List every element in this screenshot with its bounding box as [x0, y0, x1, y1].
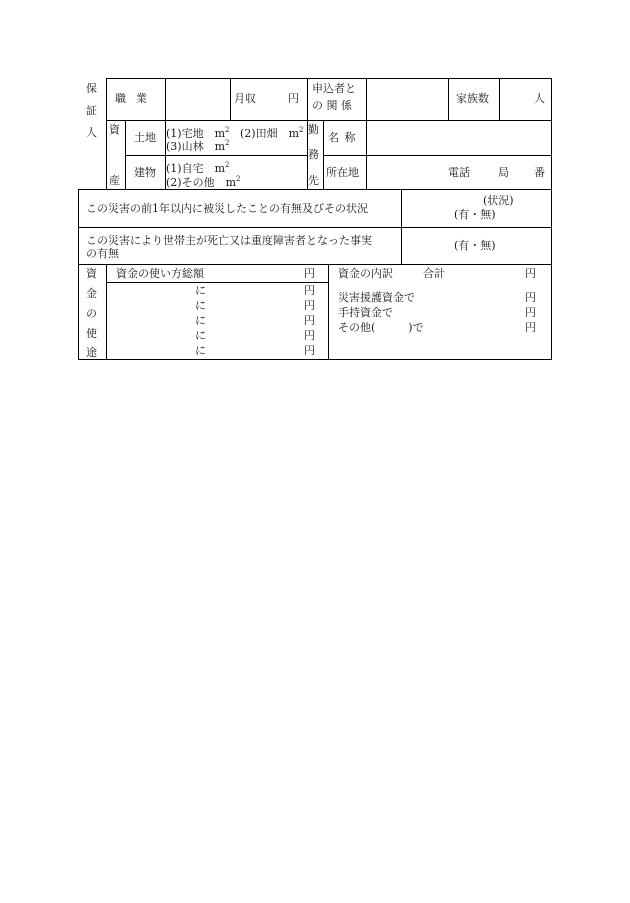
rule-funds-label	[106, 264, 107, 360]
usage-total-label: 資金の使い方総額	[116, 267, 204, 280]
usage-yen-5: 円	[304, 344, 315, 357]
work-address-label: 所在地	[326, 166, 359, 179]
rule-death-bottom	[78, 264, 552, 265]
death-yes-no[interactable]: (有・無)	[454, 239, 496, 252]
rule-assets-mid	[125, 155, 307, 156]
phone-label: 電話	[448, 166, 470, 179]
rule-funds-split	[328, 264, 329, 360]
rule-history-bottom	[78, 227, 552, 228]
building-label: 建物	[134, 166, 156, 179]
work-name-field[interactable]	[367, 121, 550, 154]
source-own-funds: 手持資金で	[338, 306, 393, 319]
history-status: (状況)	[483, 194, 514, 207]
rule-work-sub	[323, 120, 324, 189]
guarantor-form	[78, 78, 552, 360]
family-persons: 人	[534, 92, 545, 105]
rule-family-label	[448, 78, 449, 120]
relation-label-1: 申込者と	[312, 82, 356, 95]
usage-yen-3: 円	[304, 314, 315, 327]
occupation-label: 職業	[115, 92, 157, 105]
history-yes-no[interactable]: (有・無)	[454, 208, 496, 221]
usage-ni-2: に	[195, 299, 206, 312]
usage-ni-3: に	[195, 314, 206, 327]
rule-family-value	[499, 78, 500, 120]
relation-field[interactable]	[367, 79, 447, 119]
work-label-3: 先	[308, 174, 319, 187]
border-bottom	[78, 359, 552, 360]
usage-label-5: 途	[86, 346, 97, 359]
usage-label-4: 使	[86, 327, 97, 340]
rule-history-answer	[401, 189, 402, 264]
guarantor-label-1: 保	[86, 82, 97, 95]
work-label-1: 勤	[308, 123, 319, 136]
usage-total-yen: 円	[304, 267, 315, 280]
breakdown-total-yen: 円	[525, 267, 536, 280]
rule-income-label	[230, 78, 231, 120]
land-line-1: (1)宅地 $m^2$ (2)田畑 $m^2$	[166, 126, 304, 140]
land-label: 土地	[134, 131, 156, 144]
usage-label-2: 金	[86, 287, 97, 300]
rule-assets-label	[125, 120, 126, 189]
source-other: その他( )で	[338, 321, 424, 334]
guarantor-label-2: 証	[86, 104, 97, 117]
phone-number: 番	[534, 166, 545, 179]
rule-income-value	[307, 78, 308, 120]
rule-funds-header	[106, 282, 328, 283]
source-disaster-aid-yen: 円	[525, 291, 536, 304]
death-question-1: この災害により世帯主が死亡又は重度障害者となった事実	[86, 234, 372, 247]
work-label-2: 務	[308, 148, 319, 161]
building-line-2: (2)その他 $m^2$	[166, 175, 241, 189]
border-left	[78, 189, 79, 360]
rule-guarantor-bottom	[78, 189, 552, 190]
source-own-funds-yen: 円	[525, 306, 536, 319]
building-line-1: (1)自宅 $m^2$	[166, 161, 230, 175]
source-other-yen: 円	[525, 321, 536, 334]
usage-label-3: の	[86, 307, 97, 320]
usage-yen-2: 円	[304, 299, 315, 312]
usage-ni-1: に	[195, 284, 206, 297]
source-disaster-aid: 災害援護資金で	[338, 291, 415, 304]
assets-label-1: 資	[109, 123, 120, 136]
usage-yen-1: 円	[304, 284, 315, 297]
guarantor-label-3: 人	[86, 126, 97, 139]
usage-label-1: 資	[86, 267, 97, 280]
work-name-label: 名称	[328, 131, 361, 144]
border-right	[551, 78, 552, 360]
usage-ni-4: に	[195, 329, 206, 342]
rule-guarantor-label	[106, 78, 107, 189]
income-yen: 円	[288, 92, 299, 105]
occupation-field[interactable]	[166, 79, 229, 119]
history-question: この災害の前1年以内に被災したことの有無及びその状況	[86, 202, 368, 215]
usage-yen-4: 円	[304, 329, 315, 342]
land-line-2: (3)山林 $m^2$	[166, 139, 230, 153]
family-count-label: 家族数	[456, 92, 489, 105]
breakdown-label: 資金の内訳	[338, 267, 393, 280]
monthly-income-label: 月収	[234, 92, 256, 105]
usage-ni-5: に	[195, 344, 206, 357]
phone-exchange: 局	[498, 166, 509, 179]
breakdown-total: 合計	[423, 267, 445, 280]
rule-work-mid	[323, 155, 552, 156]
relation-label-2: の 関 係	[312, 99, 352, 112]
death-question-2: の有無	[86, 247, 119, 260]
assets-label-2: 産	[109, 174, 120, 187]
